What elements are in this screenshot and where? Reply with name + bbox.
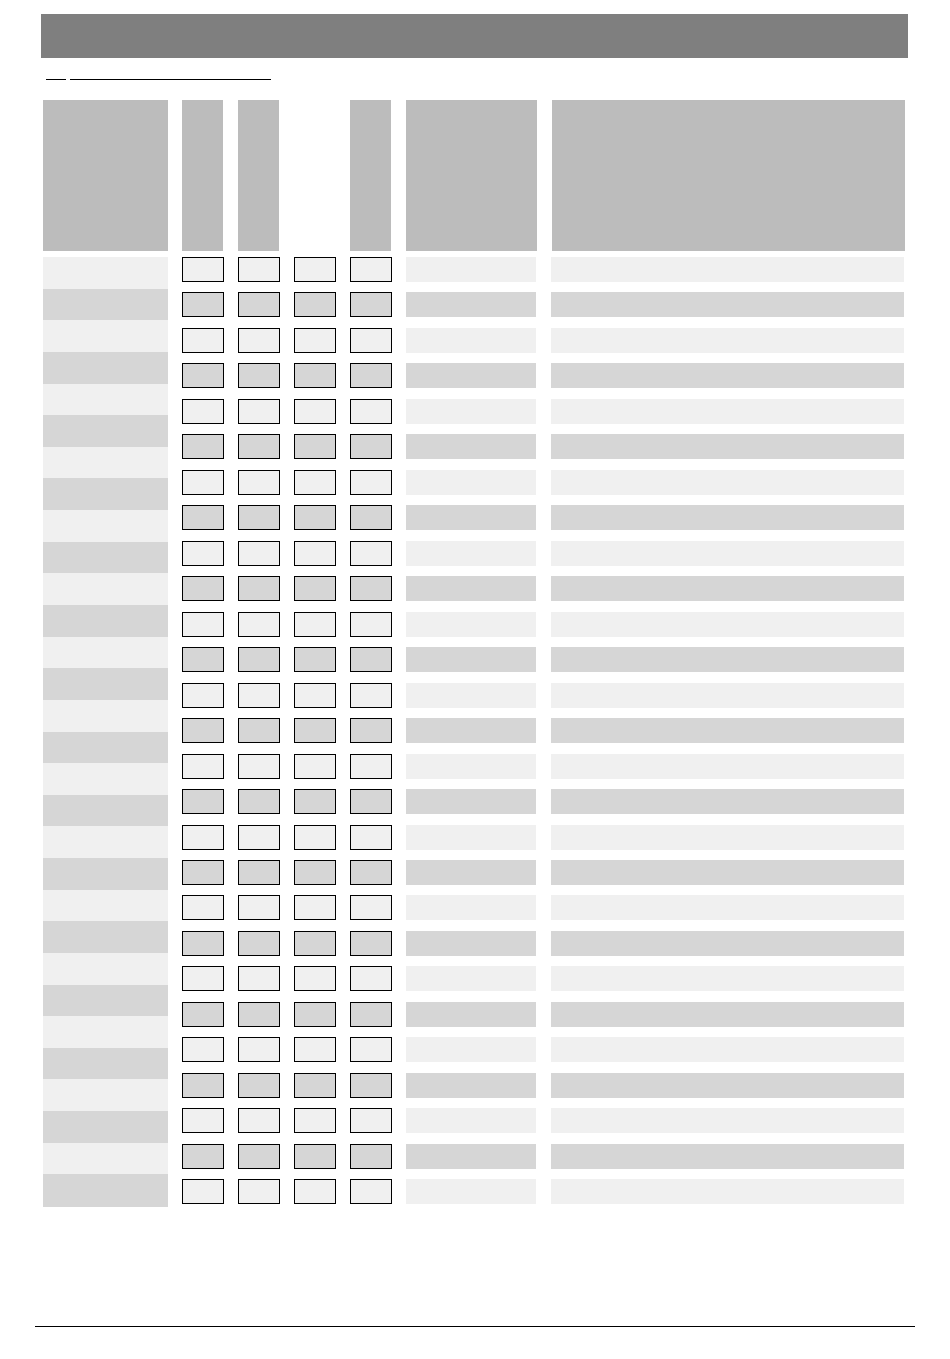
column-header-check-2 [238,100,279,251]
column-header-check-1 [182,100,223,251]
checkbox-4[interactable] [350,789,392,814]
checkbox-1[interactable] [182,825,224,850]
row-label-cell [43,890,168,923]
checkbox-3[interactable] [294,1073,336,1098]
column-header-check-4 [350,100,391,251]
value-cell[interactable] [406,825,536,850]
checkbox-1[interactable] [182,257,224,282]
checkbox-3[interactable] [294,399,336,424]
checkbox-3[interactable] [294,505,336,530]
checkbox-4[interactable] [350,860,392,885]
checkbox-1[interactable] [182,1073,224,1098]
row-label-cell [43,826,168,859]
notes-cell[interactable] [551,328,904,353]
checkbox-2[interactable] [238,257,280,282]
checkbox-4[interactable] [350,505,392,530]
checkbox-4[interactable] [350,328,392,353]
row-label-cell [43,1143,168,1176]
checkbox-4[interactable] [350,576,392,601]
checkbox-3[interactable] [294,1144,336,1169]
value-cell[interactable] [406,576,536,601]
checkbox-2[interactable] [238,931,280,956]
notes-cell[interactable] [551,1179,904,1204]
value-cell[interactable] [406,683,536,708]
checkbox-4[interactable] [350,257,392,282]
checkbox-2[interactable] [238,860,280,885]
notes-cell[interactable] [551,718,904,743]
row-label-cell [43,637,168,670]
checkbox-2[interactable] [238,399,280,424]
checkbox-2[interactable] [238,612,280,637]
row-label-cell [43,510,168,543]
checkbox-2[interactable] [238,1144,280,1169]
notes-cell[interactable] [551,399,904,424]
row-label-cell [43,384,168,417]
row-label-cell [43,573,168,606]
checkbox-1[interactable] [182,647,224,672]
checkbox-3[interactable] [294,434,336,459]
checkbox-1[interactable] [182,541,224,566]
checkbox-3[interactable] [294,931,336,956]
checkbox-1[interactable] [182,754,224,779]
checkbox-1[interactable] [182,576,224,601]
checkbox-3[interactable] [294,1179,336,1204]
checkbox-1[interactable] [182,895,224,920]
value-cell[interactable] [406,860,536,885]
checkbox-2[interactable] [238,363,280,388]
checkbox-1[interactable] [182,612,224,637]
checkbox-2[interactable] [238,966,280,991]
value-cell[interactable] [406,754,536,779]
notes-cell[interactable] [551,576,904,601]
value-cell[interactable] [406,541,536,566]
checkbox-2[interactable] [238,647,280,672]
checkbox-2[interactable] [238,718,280,743]
value-cell[interactable] [406,434,536,459]
notes-cell[interactable] [551,363,904,388]
checkbox-2[interactable] [238,1179,280,1204]
checkbox-1[interactable] [182,363,224,388]
notes-cell[interactable] [551,931,904,956]
row-label-cell [43,1048,168,1081]
value-cell[interactable] [406,363,536,388]
value-cell[interactable] [406,789,536,814]
checkbox-4[interactable] [350,1179,392,1204]
value-cell[interactable] [406,328,536,353]
value-cell[interactable] [406,647,536,672]
checkbox-3[interactable] [294,541,336,566]
checkbox-2[interactable] [238,825,280,850]
checkbox-3[interactable] [294,895,336,920]
checkbox-4[interactable] [350,718,392,743]
checkbox-2[interactable] [238,895,280,920]
checkbox-4[interactable] [350,683,392,708]
checkbox-2[interactable] [238,328,280,353]
checkbox-2[interactable] [238,541,280,566]
notes-cell[interactable] [551,789,904,814]
notes-cell[interactable] [551,541,904,566]
checkbox-4[interactable] [350,1073,392,1098]
checkbox-2[interactable] [238,434,280,459]
checkbox-2[interactable] [238,505,280,530]
checkbox-3[interactable] [294,825,336,850]
notes-cell[interactable] [551,825,904,850]
column-header-name [43,100,168,251]
checkbox-4[interactable] [350,292,392,317]
checkbox-4[interactable] [350,1144,392,1169]
notes-cell[interactable] [551,434,904,459]
notes-cell[interactable] [551,1002,904,1027]
checkbox-3[interactable] [294,328,336,353]
checkbox-4[interactable] [350,541,392,566]
checkbox-2[interactable] [238,789,280,814]
row-label-cell [43,320,168,353]
checkbox-4[interactable] [350,363,392,388]
checkbox-2[interactable] [238,683,280,708]
checkbox-4[interactable] [350,931,392,956]
row-label-cell [43,795,168,828]
value-cell[interactable] [406,1108,536,1133]
checkbox-4[interactable] [350,895,392,920]
value-cell[interactable] [406,470,536,495]
notes-cell[interactable] [551,683,904,708]
notes-cell[interactable] [551,612,904,637]
notes-cell[interactable] [551,1037,904,1062]
value-cell[interactable] [406,1037,536,1062]
checkbox-4[interactable] [350,612,392,637]
checkbox-1[interactable] [182,505,224,530]
notes-cell[interactable] [551,1108,904,1133]
title-bar [41,14,908,58]
checkbox-1[interactable] [182,1002,224,1027]
row-label-cell [43,921,168,954]
notes-cell[interactable] [551,505,904,530]
row-label-cell [43,1016,168,1049]
checkbox-3[interactable] [294,683,336,708]
value-cell[interactable] [406,895,536,920]
row-label-cell [43,478,168,511]
notes-cell[interactable] [551,860,904,885]
checkbox-4[interactable] [350,754,392,779]
checkbox-3[interactable] [294,363,336,388]
checkbox-4[interactable] [350,1002,392,1027]
checkbox-3[interactable] [294,470,336,495]
checkbox-2[interactable] [238,1002,280,1027]
value-cell[interactable] [406,1073,536,1098]
checkbox-1[interactable] [182,1144,224,1169]
value-cell[interactable] [406,292,536,317]
row-label-cell [43,1079,168,1112]
row-label-cell [43,542,168,575]
checkbox-3[interactable] [294,1037,336,1062]
checkbox-1[interactable] [182,1179,224,1204]
row-label-cell [43,858,168,891]
notes-cell[interactable] [551,966,904,991]
row-label-cell [43,289,168,322]
checkbox-1[interactable] [182,683,224,708]
row-label-cell [43,447,168,480]
checkbox-1[interactable] [182,434,224,459]
row-label-cell [43,700,168,733]
checkbox-3[interactable] [294,966,336,991]
checkbox-4[interactable] [350,1037,392,1062]
checkbox-4[interactable] [350,470,392,495]
checkbox-1[interactable] [182,931,224,956]
checkbox-3[interactable] [294,1108,336,1133]
checkbox-1[interactable] [182,328,224,353]
checkbox-2[interactable] [238,1108,280,1133]
value-cell[interactable] [406,1144,536,1169]
row-label-cell [43,763,168,796]
value-cell[interactable] [406,718,536,743]
checkbox-3[interactable] [294,718,336,743]
row-label-cell [43,415,168,448]
checkbox-1[interactable] [182,1108,224,1133]
notes-cell[interactable] [551,292,904,317]
row-label-cell [43,985,168,1018]
value-cell[interactable] [406,257,536,282]
checkbox-4[interactable] [350,647,392,672]
checkbox-3[interactable] [294,647,336,672]
checkbox-3[interactable] [294,612,336,637]
notes-cell[interactable] [551,647,904,672]
notes-cell[interactable] [551,257,904,282]
checkbox-4[interactable] [350,825,392,850]
checkbox-1[interactable] [182,1037,224,1062]
checkbox-3[interactable] [294,860,336,885]
column-header-notes [552,100,905,251]
checkbox-2[interactable] [238,1037,280,1062]
checkbox-1[interactable] [182,789,224,814]
row-label-cell [43,257,168,290]
row-label-cell [43,953,168,986]
checkbox-4[interactable] [350,966,392,991]
checkbox-1[interactable] [182,718,224,743]
value-cell[interactable] [406,931,536,956]
row-label-cell [43,1174,168,1207]
checkbox-1[interactable] [182,399,224,424]
notes-cell[interactable] [551,754,904,779]
checkbox-4[interactable] [350,399,392,424]
checkbox-1[interactable] [182,860,224,885]
row-label-cell [43,732,168,765]
row-label-cell [43,1111,168,1144]
checkbox-2[interactable] [238,1073,280,1098]
notes-cell[interactable] [551,895,904,920]
checkbox-3[interactable] [294,754,336,779]
checkbox-3[interactable] [294,1002,336,1027]
value-cell[interactable] [406,1002,536,1027]
column-header-value [406,100,537,251]
checkbox-2[interactable] [238,576,280,601]
value-cell[interactable] [406,505,536,530]
row-label-cell [43,352,168,385]
footer-rule [35,1326,915,1327]
notes-cell[interactable] [551,1073,904,1098]
checkbox-3[interactable] [294,576,336,601]
value-cell[interactable] [406,966,536,991]
notes-cell[interactable] [551,1144,904,1169]
column-header-check-3 [294,100,335,251]
value-cell[interactable] [406,1179,536,1204]
checkbox-4[interactable] [350,1108,392,1133]
row-label-cell [43,605,168,638]
checkbox-1[interactable] [182,470,224,495]
checkbox-3[interactable] [294,789,336,814]
value-cell[interactable] [406,612,536,637]
checkbox-2[interactable] [238,292,280,317]
checkbox-1[interactable] [182,966,224,991]
checkbox-3[interactable] [294,292,336,317]
checkbox-2[interactable] [238,470,280,495]
checkbox-4[interactable] [350,434,392,459]
value-cell[interactable] [406,399,536,424]
row-label-cell [43,668,168,701]
notes-cell[interactable] [551,470,904,495]
checkbox-2[interactable] [238,754,280,779]
checkbox-3[interactable] [294,257,336,282]
checkbox-1[interactable] [182,292,224,317]
subtitle-underline [46,79,271,91]
